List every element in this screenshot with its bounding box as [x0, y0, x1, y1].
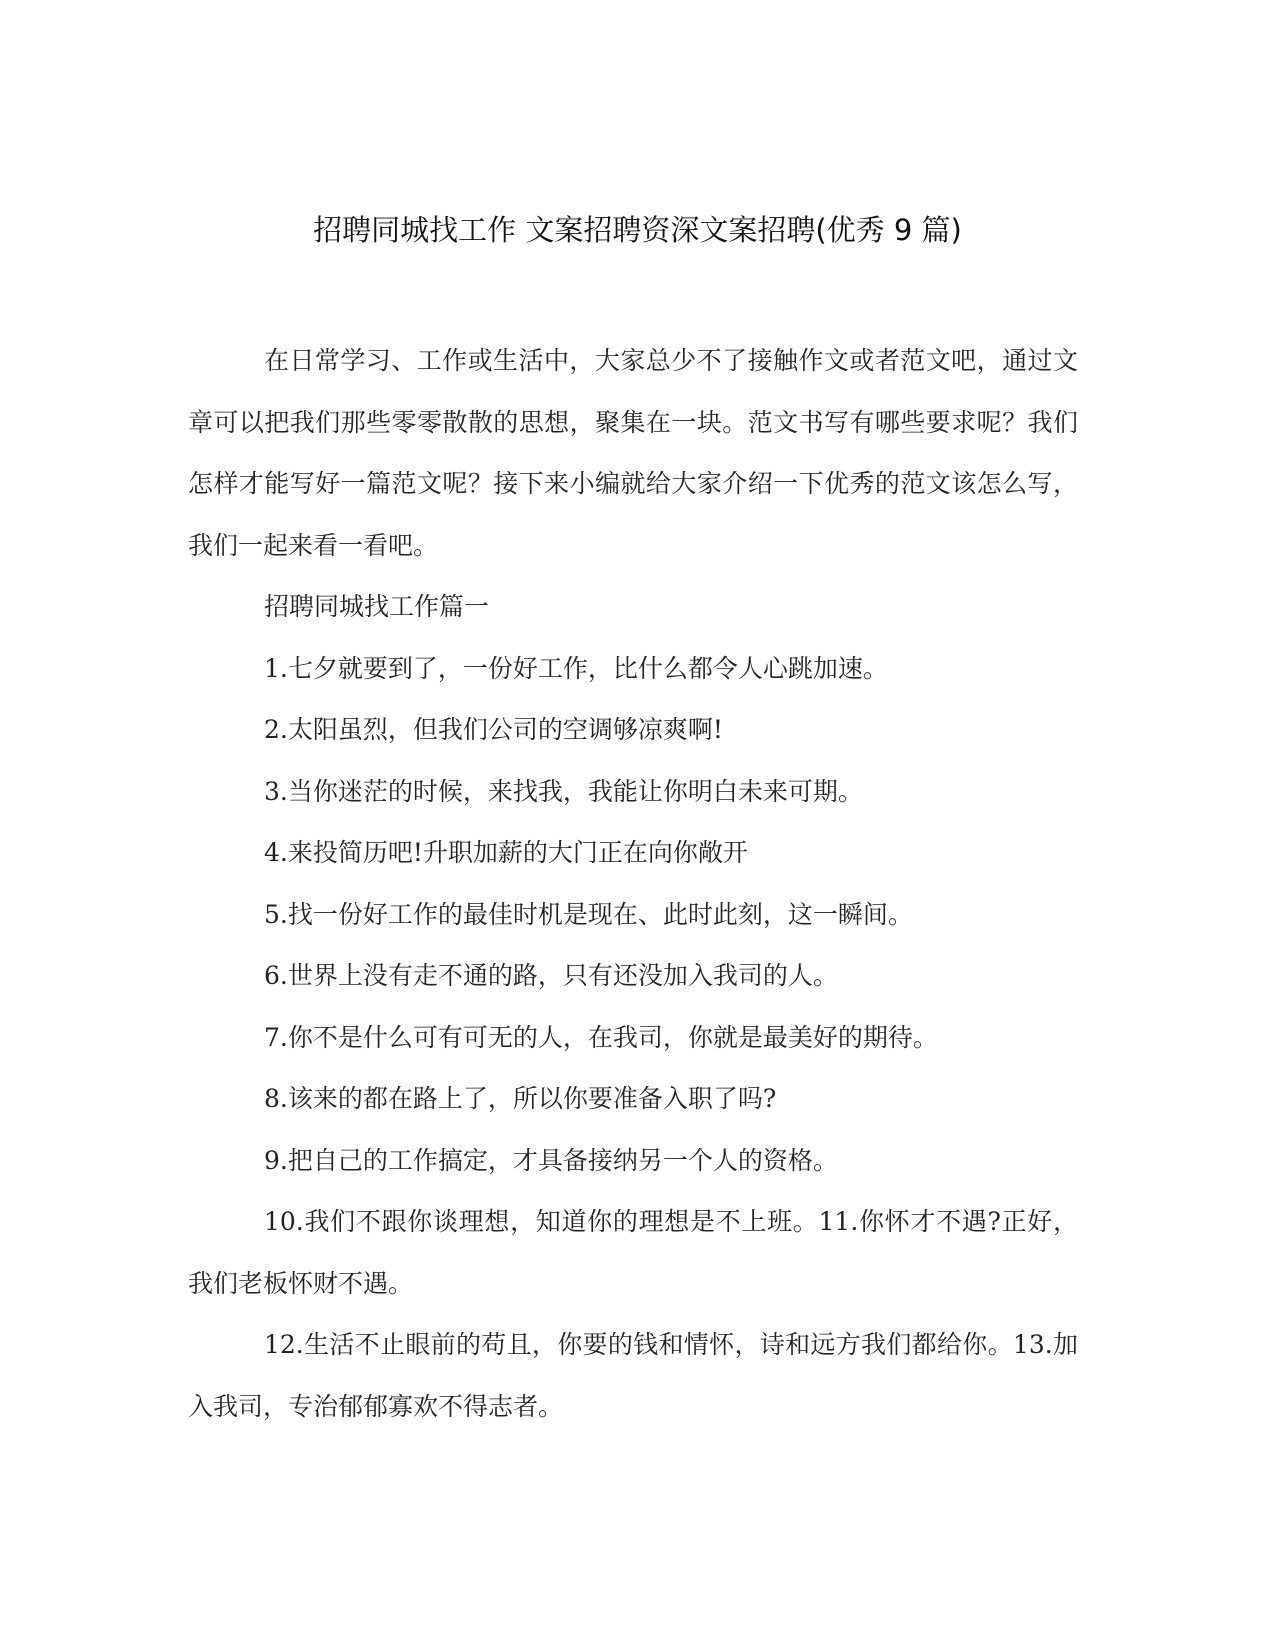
document-body — [188, 330, 1078, 1437]
list-item: 12.生活不止眼前的苟且，你要的钱和情怀，诗和远方我们都给你。13.加入我司，专治郁郁寡欢不得志者。 — [188, 1330, 1078, 1421]
list-item: 9.把自己的工作搞定，才具备接纳另一个人的资格。 — [264, 1145, 838, 1175]
list-item: 4.来投简历吧!升职加薪的大门正在向你敞开 — [264, 838, 748, 867]
list-item: 6.世界上没有走不通的路，只有还没加入我司的人。 — [264, 961, 838, 990]
list-item: 3.当你迷茫的时候，来找我，我能让你明白未来可期。 — [264, 776, 863, 806]
list-item: 10.我们不跟你谈理想，知道你的理想是不上班。11.你怀才不遇?正好，我们老板怀财不遇。 — [188, 1207, 1078, 1298]
intro-paragraph: 在日常学习、工作或生活中，大家总少不了接触作文或者范文吧，通过文章可以把我们那些零零散散的思想，聚集在一块。范文书写有哪些要求呢？我们怎样才能写好一篇范文呢？接下来小编就给大家介绍一下优秀的范文该怎么写，我们一起来看一看吧。 — [188, 346, 1078, 560]
section-heading: 招聘同城找工作篇一 — [264, 592, 490, 621]
document-title: 招聘同城找工作 文案招聘资深文案招聘(优秀 9 篇) — [313, 213, 962, 247]
list-item: 7.你不是什么可有可无的人，在我司，你就是最美好的期待。 — [264, 1022, 938, 1052]
list-item: 2.太阳虽烈，但我们公司的空调够凉爽啊! — [264, 715, 723, 744]
list-item: 8.该来的都在路上了，所以你要准备入职了吗? — [264, 1084, 777, 1113]
list-item: 1.七夕就要到了，一份好工作，比什么都令人心跳加速。 — [264, 653, 888, 683]
list-item: 5.找一份好工作的最佳时机是现在、此时此刻，这一瞬间。 — [264, 899, 913, 929]
